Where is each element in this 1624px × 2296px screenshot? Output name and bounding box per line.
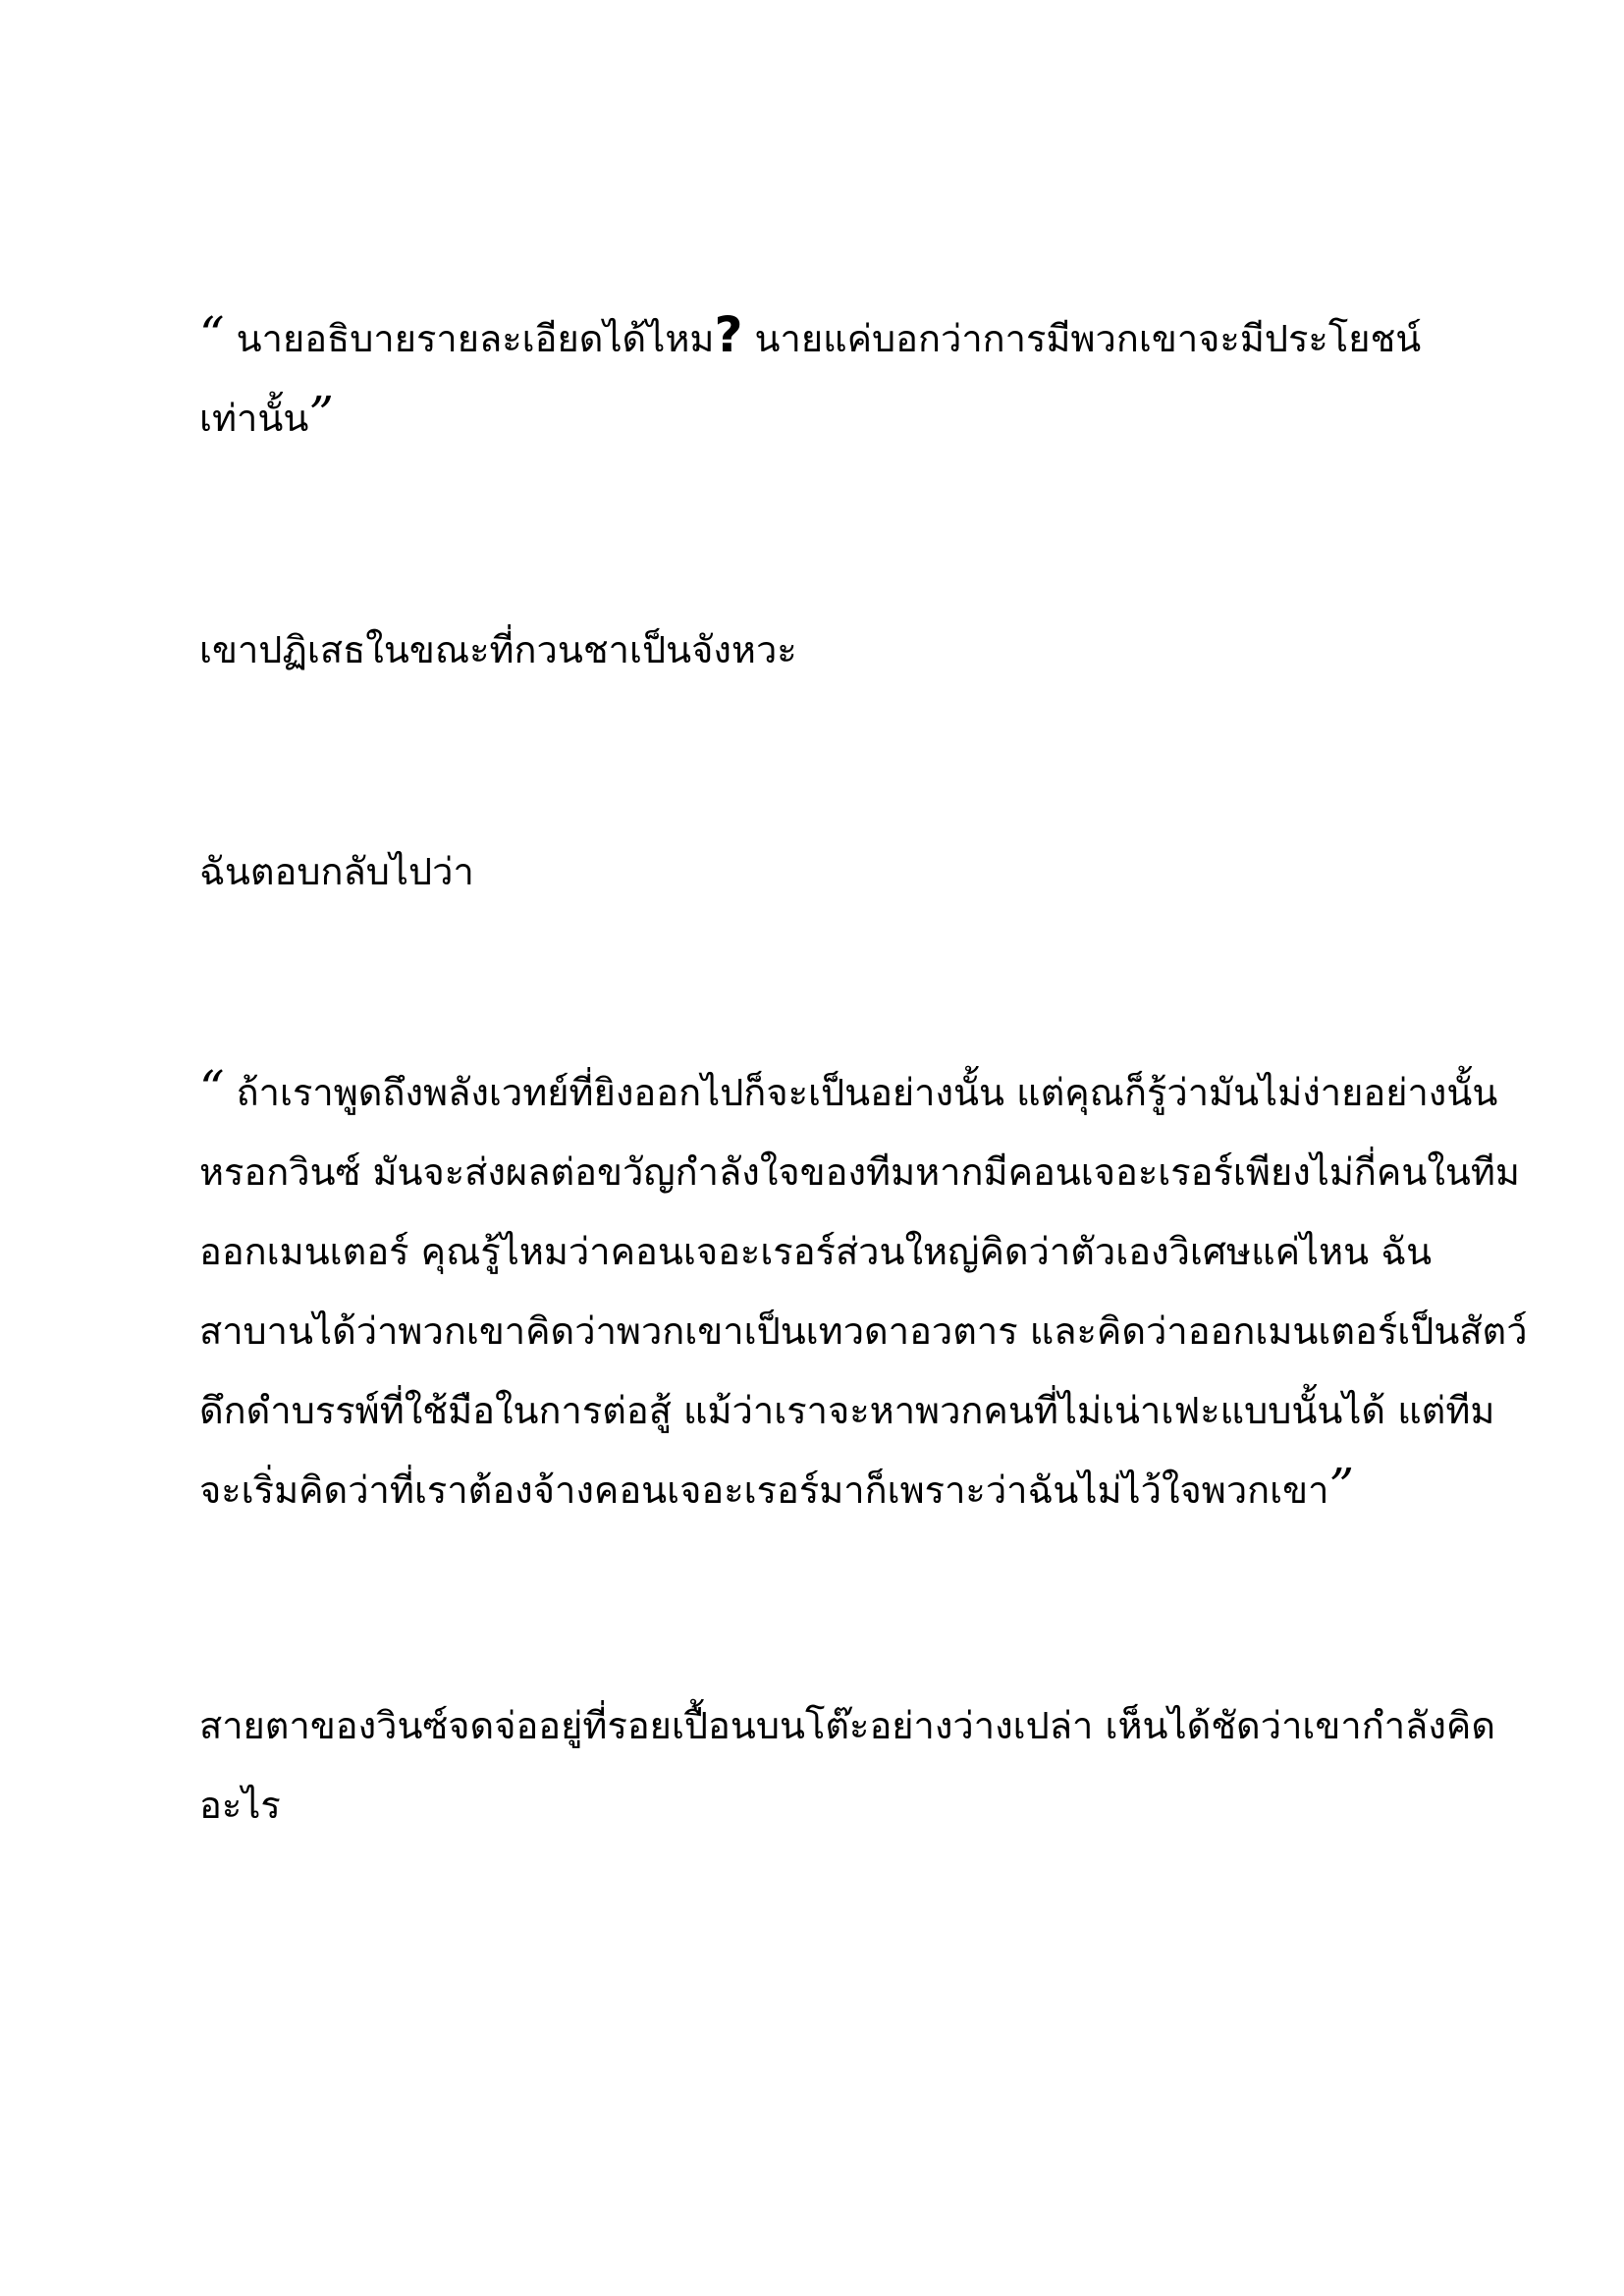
open-quote: “	[199, 306, 225, 363]
paragraph-narration	[199, 611, 1446, 690]
text-line: ดึกดำบรรพ์ที่ใช้มือในการต่อสู้ แม้ว่าเราจะหาพวกคนที่ไม่เน่าเฟะแบบนั้นได้ แต่ทีม	[199, 1389, 1495, 1432]
text-line: ฉันตอบกลับไปว่า	[199, 850, 474, 893]
paragraph-closing	[199, 1686, 1495, 1845]
text-line: หรอกวินซ์ มันจะส่งผลต่อขวัญกำลังใจของทีมหากมีคอนเจอะเรอร์เพียงไม่กี่คนในทีม	[199, 1150, 1520, 1194]
line-text: นายแค่บอกว่าการมีพวกเขาจะมีประโยชน์	[742, 317, 1422, 360]
text-line: อะไร	[199, 1784, 281, 1827]
text-line	[199, 1451, 1446, 1530]
close-quote: ”	[1328, 1458, 1355, 1515]
paragraph-reply-intro	[199, 832, 1446, 912]
text-line	[199, 1053, 1498, 1133]
text-line: ออกเมนเตอร์ คุณรู้ไหมว่าคอนเจอะเรอร์ส่วนใหญ่คิดว่าตัวเองวิเศษแค่ไหน ฉัน	[199, 1230, 1433, 1273]
line-text: จะเริ่มคิดว่าที่เราต้องจ้างคอนเจอะเรอร์มาก็เพราะว่าฉันไม่ไว้ใจพวกเขา	[199, 1468, 1329, 1512]
question-mark: ?	[714, 306, 743, 363]
line-text: เท่านั้น	[199, 397, 309, 440]
paragraph-question	[199, 299, 1446, 458]
text-line	[199, 379, 1446, 458]
paragraph-dialogue	[199, 1053, 1528, 1530]
close-quote: ”	[308, 386, 334, 443]
line-text: ถ้าเราพูดถึงพลังเวทย์ที่ยิงออกไปก็จะเป็นอย่างนั้น แต่คุณก็รู้ว่ามันไม่ง่ายอย่างนั้น	[236, 1071, 1498, 1114]
open-quote: “	[199, 1060, 225, 1117]
text-line: สาบานได้ว่าพวกเขาคิดว่าพวกเขาเป็นเทวดาอวตาร และคิดว่าออกเมนเตอร์เป็นสัตว์	[199, 1309, 1528, 1353]
text-line: เขาปฏิเสธในขณะที่กวนชาเป็นจังหวะ	[199, 628, 797, 671]
text-line	[199, 299, 1446, 379]
text-line: สายตาของวินซ์จดจ่ออยู่ที่รอยเปื้อนบนโต๊ะอย่างว่างเปล่า เห็นได้ชัดว่าเขากำลังคิด	[199, 1704, 1495, 1747]
line-text: นายอธิบายรายละเอียดได้ไหม	[236, 317, 715, 360]
